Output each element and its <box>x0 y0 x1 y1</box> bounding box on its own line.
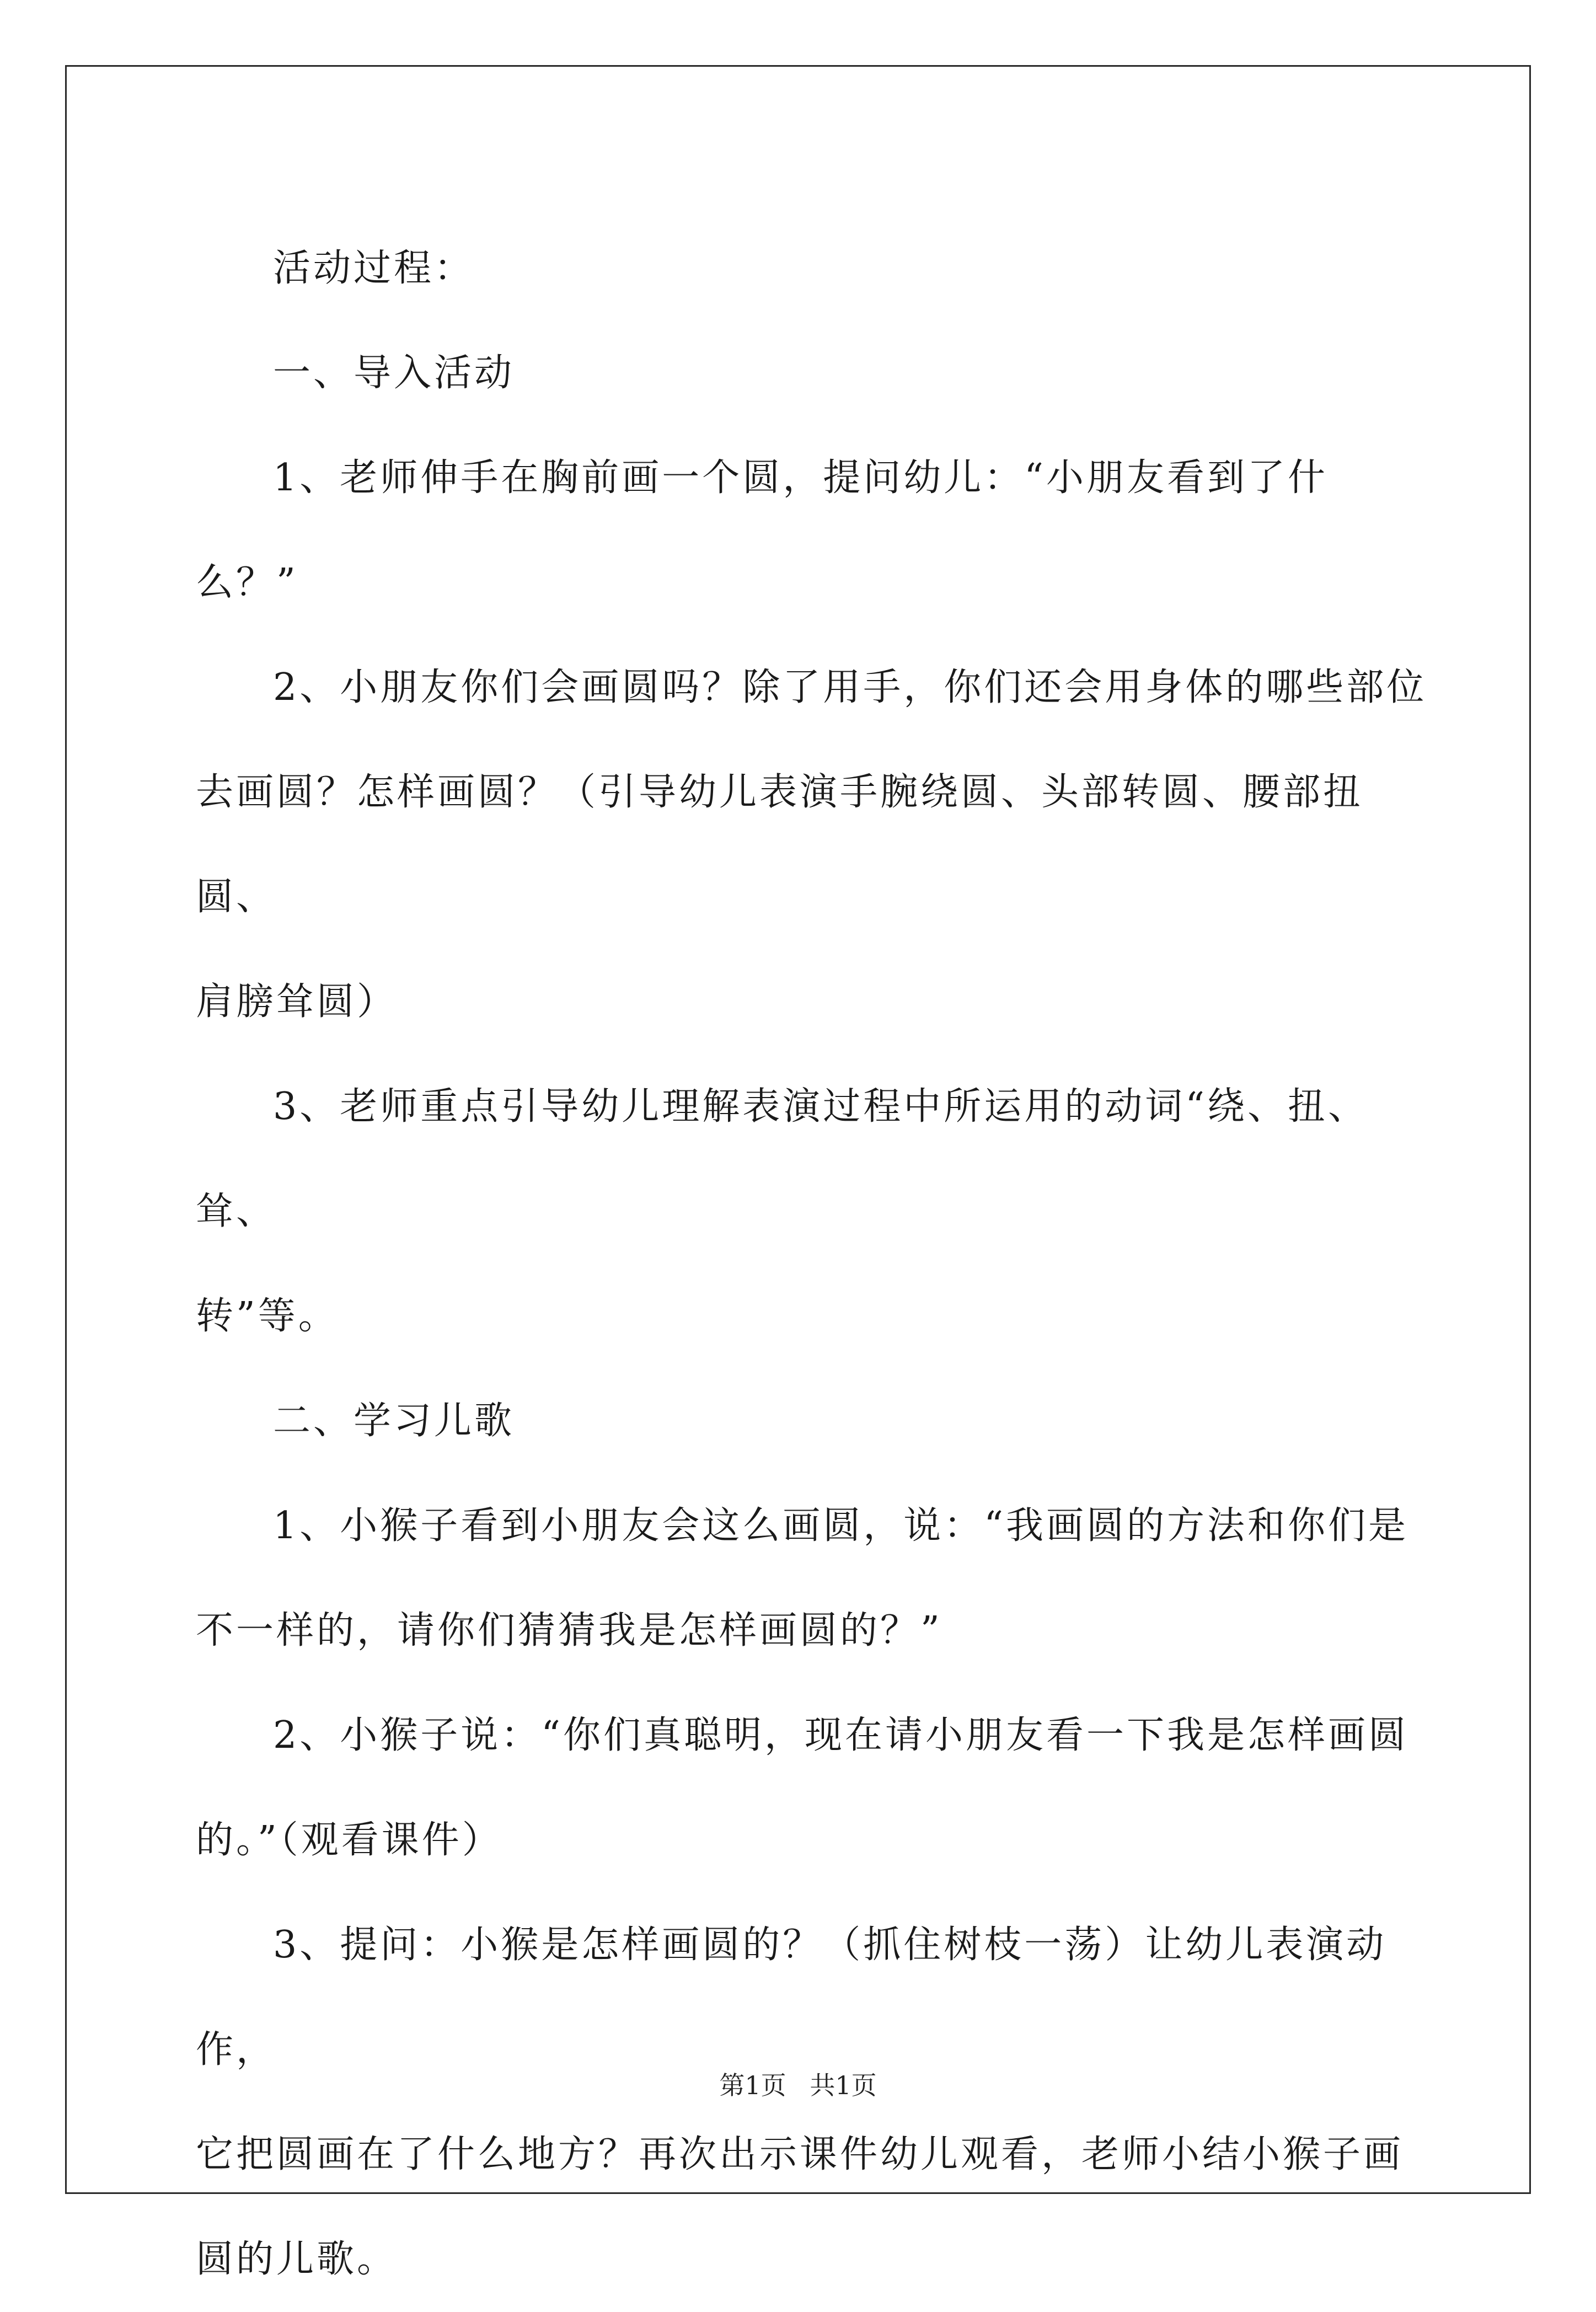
section-heading: 二、学习儿歌 <box>273 1399 515 1443</box>
paragraph-line: 不一样的，请你们猜猜我是怎样画圆的？” <box>196 1609 942 1652</box>
paragraph-line: 的。”（观看课件） <box>196 1818 502 1862</box>
document-body <box>196 216 1437 2312</box>
paragraph-line: 3、提问：小猴是怎样画圆的？（抓住树枝一荡）让幼儿表演动作， <box>196 1923 1387 2072</box>
paragraph-line: 1、老师伸手在胸前画一个圆，提问幼儿：“小朋友看到了什 <box>273 456 1329 500</box>
paragraph-line: 1、小猴子看到小朋友会这么画圆，说：“我画圆的方法和你们是 <box>273 1504 1409 1548</box>
page-total: 共1页 <box>810 2070 877 2100</box>
paragraph-line: 圆的儿歌。 <box>196 2238 398 2281</box>
section-heading: 一、导入活动 <box>273 351 515 395</box>
paragraph-line: 活动过程： <box>273 247 475 290</box>
paragraph-line: 转”等。 <box>196 1294 339 1338</box>
paragraph-line: 去画圆？怎样画圆？（引导幼儿表演手腕绕圆、头部转圆、腰部扭圆、 <box>196 770 1364 919</box>
paragraph-line: 么？” <box>196 561 298 604</box>
paragraph-line: 它把圆画在了什么地方？再次出示课件幼儿观看，老师小结小猴子画 <box>196 2133 1404 2176</box>
paragraph-line: 肩膀耸圆） <box>196 980 398 1024</box>
page-number: 第1页 <box>719 2070 786 2100</box>
page-footer <box>0 2065 1596 2102</box>
paragraph-line: 2、小朋友你们会画圆吗？除了用手，你们还会用身体的哪些部位 <box>273 666 1427 709</box>
paragraph-line: 3、老师重点引导幼儿理解表演过程中所运用的动词“绕、扭、耸、 <box>196 1085 1369 1233</box>
paragraph-line: 2、小猴子说：“你们真聪明，现在请小朋友看一下我是怎样画圆 <box>273 1714 1409 1757</box>
